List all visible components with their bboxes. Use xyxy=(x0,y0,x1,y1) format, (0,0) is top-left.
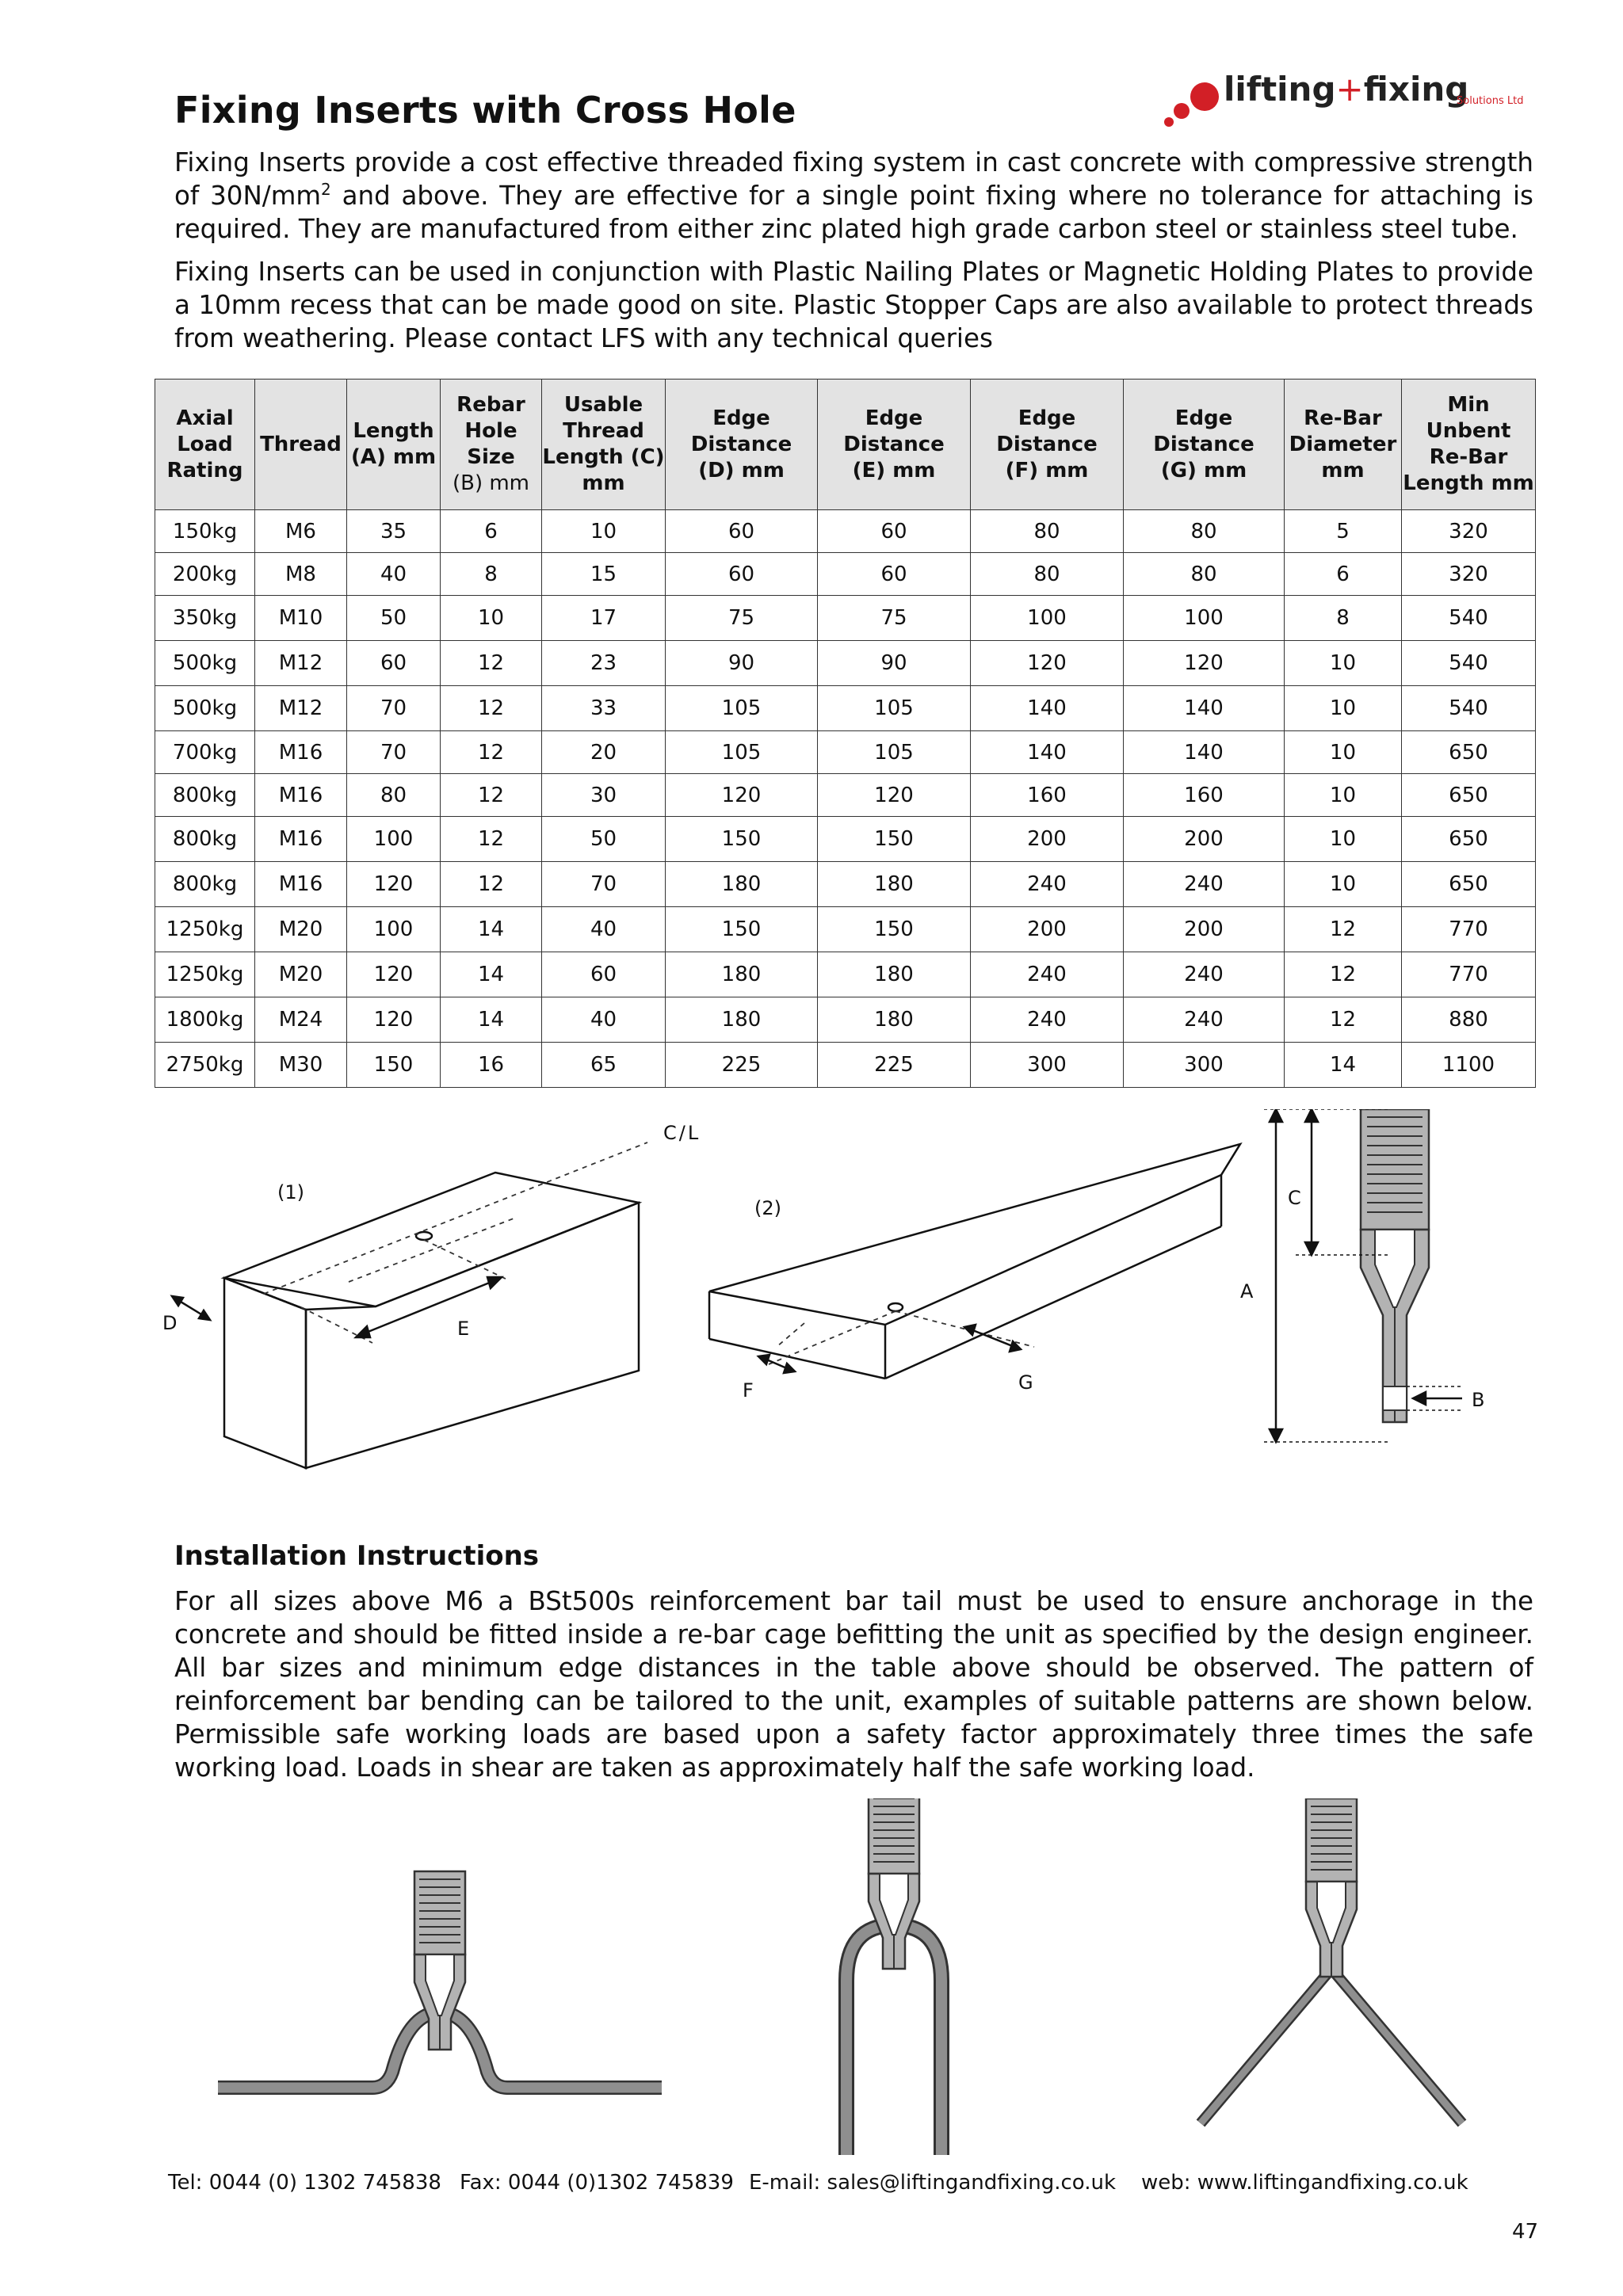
header-min-unbent: Min Unbent Re-Bar Length mm xyxy=(1402,379,1536,510)
cell-rebar-diameter: 6 xyxy=(1285,553,1402,596)
cell-edge-g: 200 xyxy=(1124,817,1285,862)
cell-edge-e: 150 xyxy=(818,907,971,952)
logo-subtext: Solutions Ltd xyxy=(1457,95,1524,107)
cell-edge-g: 240 xyxy=(1124,862,1285,907)
cell-load: 2750kg xyxy=(155,1043,255,1088)
cell-usable-thread: 50 xyxy=(542,817,666,862)
spec-table xyxy=(155,379,1536,1088)
intro-paragraph-1 xyxy=(174,146,1533,246)
cell-rebar-diameter: 10 xyxy=(1285,817,1402,862)
table-row xyxy=(155,774,1536,817)
table-row xyxy=(155,1043,1536,1088)
header-rebar-diameter: Re-Bar Diameter mm xyxy=(1285,379,1402,510)
header-rebar-hole: Rebar Hole Size (B) mm xyxy=(441,379,542,510)
cell-min-unbent: 320 xyxy=(1402,510,1536,553)
cell-edge-d: 180 xyxy=(666,997,818,1043)
cell-rebar-diameter: 8 xyxy=(1285,596,1402,641)
table-row xyxy=(155,997,1536,1043)
cell-usable-thread: 10 xyxy=(542,510,666,553)
cell-usable-thread: 30 xyxy=(542,774,666,817)
cell-edge-f: 240 xyxy=(971,952,1124,997)
cell-edge-d: 120 xyxy=(666,774,818,817)
page-number: 47 xyxy=(1512,2220,1539,2244)
cell-thread: M16 xyxy=(255,817,347,862)
cell-rebar-diameter: 10 xyxy=(1285,641,1402,686)
cell-rebar-diameter: 10 xyxy=(1285,686,1402,731)
block-1-centerlines xyxy=(264,1142,647,1343)
installation-heading: Installation Instructions xyxy=(174,1540,540,1572)
cell-usable-thread: 65 xyxy=(542,1043,666,1088)
cell-edge-g: 300 xyxy=(1124,1043,1285,1088)
cell-rebar-diameter: 14 xyxy=(1285,1043,1402,1088)
cell-load: 500kg xyxy=(155,686,255,731)
cell-min-unbent: 1100 xyxy=(1402,1043,1536,1088)
cell-rebar-diameter: 10 xyxy=(1285,862,1402,907)
cell-edge-f: 240 xyxy=(971,997,1124,1043)
footer-tel: Tel: 0044 (0) 1302 745838 xyxy=(168,2171,441,2195)
cell-edge-g: 140 xyxy=(1124,731,1285,774)
cell-load: 500kg xyxy=(155,641,255,686)
logo-text-plus: + xyxy=(1335,70,1364,109)
intro-paragraph-2: Fixing Inserts can be used in conjunction with Plastic Nailing Plates or Magnetic Holding Plates to provide a 10mm recess that can be made good on site. Plastic Stopper Caps are also available to protect threads from weathering. Please contact LFS with any technical queries xyxy=(174,257,1533,353)
cell-rebar-hole: 12 xyxy=(441,731,542,774)
cell-load: 1250kg xyxy=(155,952,255,997)
cell-length: 40 xyxy=(347,553,441,596)
cell-thread: M8 xyxy=(255,553,347,596)
cell-thread: M16 xyxy=(255,774,347,817)
cell-edge-d: 60 xyxy=(666,510,818,553)
cell-edge-e: 75 xyxy=(818,596,971,641)
table-row xyxy=(155,731,1536,774)
cell-usable-thread: 17 xyxy=(542,596,666,641)
cell-edge-d: 75 xyxy=(666,596,818,641)
table-row xyxy=(155,817,1536,862)
label-d: D xyxy=(162,1312,178,1334)
intro-text-a: Fixing Inserts provide a cost effective threaded fixing system in cast concrete with compressive strength of 30N/mm xyxy=(174,147,1533,211)
cell-edge-e: 180 xyxy=(818,862,971,907)
header-edge-d: Edge Distance (D) mm xyxy=(666,379,818,510)
cell-edge-e: 225 xyxy=(818,1043,971,1088)
cell-load: 700kg xyxy=(155,731,255,774)
cell-thread: M6 xyxy=(255,510,347,553)
cell-thread: M12 xyxy=(255,641,347,686)
cell-edge-d: 225 xyxy=(666,1043,818,1088)
logo-dots-icon xyxy=(1157,70,1228,133)
cell-thread: M16 xyxy=(255,731,347,774)
cell-edge-d: 150 xyxy=(666,907,818,952)
cell-load: 800kg xyxy=(155,862,255,907)
cell-rebar-hole: 12 xyxy=(441,817,542,862)
label-e: E xyxy=(457,1318,470,1340)
label-a: A xyxy=(1240,1280,1254,1302)
cell-rebar-hole: 14 xyxy=(441,907,542,952)
cell-thread: M24 xyxy=(255,997,347,1043)
table-row xyxy=(155,510,1536,553)
cell-edge-g: 100 xyxy=(1124,596,1285,641)
header-thread: Thread xyxy=(255,379,347,510)
cell-rebar-diameter: 10 xyxy=(1285,731,1402,774)
cell-length: 70 xyxy=(347,686,441,731)
dimension-diagrams xyxy=(155,1109,1535,1489)
cell-min-unbent: 540 xyxy=(1402,596,1536,641)
cell-min-unbent: 880 xyxy=(1402,997,1536,1043)
label-figure-2: (2) xyxy=(754,1197,781,1219)
cell-load: 150kg xyxy=(155,510,255,553)
logo-wordmark xyxy=(1224,70,1468,109)
cell-rebar-diameter: 12 xyxy=(1285,907,1402,952)
cell-length: 100 xyxy=(347,817,441,862)
rebar-pattern-diagrams xyxy=(155,1798,1535,2163)
cell-edge-g: 80 xyxy=(1124,553,1285,596)
cell-edge-g: 140 xyxy=(1124,686,1285,731)
cell-usable-thread: 20 xyxy=(542,731,666,774)
cell-length: 35 xyxy=(347,510,441,553)
label-centerline: C/L xyxy=(663,1122,701,1144)
cell-rebar-hole: 16 xyxy=(441,1043,542,1088)
table-row xyxy=(155,862,1536,907)
cell-length: 120 xyxy=(347,997,441,1043)
footer-email[interactable]: E-mail: sales@liftingandfixing.co.uk xyxy=(749,2171,1117,2195)
cell-edge-f: 160 xyxy=(971,774,1124,817)
cell-edge-e: 105 xyxy=(818,731,971,774)
cell-min-unbent: 650 xyxy=(1402,731,1536,774)
cell-length: 80 xyxy=(347,774,441,817)
diagram-drawing xyxy=(155,1109,1535,1489)
cell-usable-thread: 23 xyxy=(542,641,666,686)
cell-edge-f: 80 xyxy=(971,510,1124,553)
cell-rebar-hole: 12 xyxy=(441,641,542,686)
cell-length: 100 xyxy=(347,907,441,952)
rebar-pattern-2 xyxy=(846,1798,941,2155)
cell-thread: M20 xyxy=(255,952,347,997)
cell-edge-g: 80 xyxy=(1124,510,1285,553)
cell-thread: M20 xyxy=(255,907,347,952)
cell-edge-d: 105 xyxy=(666,731,818,774)
logo-text-fixing: fixing xyxy=(1363,70,1469,109)
table-row xyxy=(155,553,1536,596)
table-row xyxy=(155,686,1536,731)
block-2-arrows xyxy=(758,1325,1021,1373)
header-usable-thread: Usable Thread Length (C) mm xyxy=(542,379,666,510)
cell-edge-e: 180 xyxy=(818,997,971,1043)
cell-usable-thread: 33 xyxy=(542,686,666,731)
table-header-row xyxy=(155,379,1536,510)
cell-load: 1250kg xyxy=(155,907,255,952)
intro-superscript: 2 xyxy=(321,180,331,200)
rebar-pattern-3 xyxy=(1201,1798,1462,2123)
cell-min-unbent: 650 xyxy=(1402,774,1536,817)
cell-rebar-hole: 12 xyxy=(441,774,542,817)
header-edge-g: Edge Distance (G) mm xyxy=(1124,379,1285,510)
cell-edge-f: 80 xyxy=(971,553,1124,596)
cell-rebar-diameter: 5 xyxy=(1285,510,1402,553)
cell-thread: M10 xyxy=(255,596,347,641)
cell-rebar-hole: 8 xyxy=(441,553,542,596)
cell-length: 50 xyxy=(347,596,441,641)
cell-min-unbent: 320 xyxy=(1402,553,1536,596)
cell-rebar-hole: 12 xyxy=(441,862,542,907)
insert-profile xyxy=(1361,1109,1429,1422)
cell-edge-f: 100 xyxy=(971,596,1124,641)
cell-edge-d: 180 xyxy=(666,862,818,907)
cell-edge-d: 180 xyxy=(666,952,818,997)
cell-thread: M16 xyxy=(255,862,347,907)
cell-thread: M30 xyxy=(255,1043,347,1088)
label-g: G xyxy=(1018,1371,1033,1394)
header-load-rating: Axial Load Rating xyxy=(155,379,255,510)
cell-edge-e: 150 xyxy=(818,817,971,862)
cell-load: 200kg xyxy=(155,553,255,596)
cell-length: 120 xyxy=(347,862,441,907)
cell-edge-g: 160 xyxy=(1124,774,1285,817)
rebar-pattern-1 xyxy=(218,1871,662,2088)
cell-edge-e: 105 xyxy=(818,686,971,731)
cell-edge-g: 240 xyxy=(1124,952,1285,997)
cell-rebar-diameter: 10 xyxy=(1285,774,1402,817)
cell-edge-d: 90 xyxy=(666,641,818,686)
cell-edge-e: 90 xyxy=(818,641,971,686)
header-edge-e: Edge Distance (E) mm xyxy=(818,379,971,510)
header-edge-f: Edge Distance (F) mm xyxy=(971,379,1124,510)
cell-length: 60 xyxy=(347,641,441,686)
cell-edge-e: 60 xyxy=(818,510,971,553)
cell-edge-g: 120 xyxy=(1124,641,1285,686)
cell-edge-f: 140 xyxy=(971,686,1124,731)
cell-load: 1800kg xyxy=(155,997,255,1043)
cell-length: 70 xyxy=(347,731,441,774)
cell-usable-thread: 60 xyxy=(542,952,666,997)
cell-edge-d: 150 xyxy=(666,817,818,862)
table-row xyxy=(155,596,1536,641)
cell-edge-f: 140 xyxy=(971,731,1124,774)
rebar-patterns-drawing xyxy=(155,1798,1535,2163)
cell-rebar-diameter: 12 xyxy=(1285,952,1402,997)
cell-edge-f: 300 xyxy=(971,1043,1124,1088)
cell-usable-thread: 70 xyxy=(542,862,666,907)
cell-edge-e: 120 xyxy=(818,774,971,817)
cell-edge-g: 200 xyxy=(1124,907,1285,952)
footer-web[interactable]: web: www.liftingandfixing.co.uk xyxy=(1141,2171,1468,2195)
cell-load: 350kg xyxy=(155,596,255,641)
block-1-drawing xyxy=(224,1173,639,1468)
cell-load: 800kg xyxy=(155,774,255,817)
installation-text: For all sizes above M6 a BSt500s reinforcement bar tail must be used to ensure anchorage in the concrete and should be fitted inside a re-bar cage befitting the unit as specified by the design engineer. All bar sizes and minimum edge distances in the table above should be observed. The pattern of reinforcement bar bending can be tailored to the unit, examples of suitable patterns are shown below. Permissible safe working loads are based upon a safety factor approximately three times the safe working load. Loads in shear are taken as approximately half the safe working load. xyxy=(174,1586,1533,1783)
cell-edge-d: 105 xyxy=(666,686,818,731)
company-logo xyxy=(1157,70,1545,141)
block-2-drawing xyxy=(709,1144,1240,1379)
label-figure-1: (1) xyxy=(277,1181,304,1203)
logo-text-lifting: lifting xyxy=(1224,70,1336,109)
cell-min-unbent: 650 xyxy=(1402,817,1536,862)
cell-length: 120 xyxy=(347,952,441,997)
footer-fax: Fax: 0044 (0)1302 745839 xyxy=(460,2171,734,2195)
cell-usable-thread: 40 xyxy=(542,997,666,1043)
table-row xyxy=(155,641,1536,686)
cell-thread: M12 xyxy=(255,686,347,731)
header-length: Length (A) mm xyxy=(347,379,441,510)
cell-usable-thread: 15 xyxy=(542,553,666,596)
cell-usable-thread: 40 xyxy=(542,907,666,952)
cell-min-unbent: 770 xyxy=(1402,952,1536,997)
cell-min-unbent: 770 xyxy=(1402,907,1536,952)
label-c: C xyxy=(1288,1187,1301,1209)
cell-length: 150 xyxy=(347,1043,441,1088)
table-row xyxy=(155,952,1536,997)
cell-edge-e: 60 xyxy=(818,553,971,596)
table-row xyxy=(155,907,1536,952)
cell-edge-g: 240 xyxy=(1124,997,1285,1043)
cell-edge-f: 120 xyxy=(971,641,1124,686)
cell-min-unbent: 540 xyxy=(1402,641,1536,686)
label-b: B xyxy=(1472,1389,1485,1411)
cell-rebar-hole: 14 xyxy=(441,952,542,997)
cell-min-unbent: 540 xyxy=(1402,686,1536,731)
page-title: Fixing Inserts with Cross Hole xyxy=(174,89,796,132)
cell-edge-d: 60 xyxy=(666,553,818,596)
cell-rebar-diameter: 12 xyxy=(1285,997,1402,1043)
label-f: F xyxy=(743,1379,754,1402)
cell-rebar-hole: 14 xyxy=(441,997,542,1043)
cell-rebar-hole: 6 xyxy=(441,510,542,553)
cell-min-unbent: 650 xyxy=(1402,862,1536,907)
intro-text-b: and above. They are effective for a single point fixing where no tolerance for attaching is required. They are manufactured from either zinc plated high grade carbon steel or stainless steel tube. xyxy=(174,181,1533,244)
block-2-centerlines xyxy=(769,1311,1034,1364)
cell-edge-f: 200 xyxy=(971,817,1124,862)
cell-edge-f: 240 xyxy=(971,862,1124,907)
cell-edge-e: 180 xyxy=(818,952,971,997)
cell-edge-f: 200 xyxy=(971,907,1124,952)
cell-rebar-hole: 12 xyxy=(441,686,542,731)
cell-load: 800kg xyxy=(155,817,255,862)
cell-rebar-hole: 10 xyxy=(441,596,542,641)
